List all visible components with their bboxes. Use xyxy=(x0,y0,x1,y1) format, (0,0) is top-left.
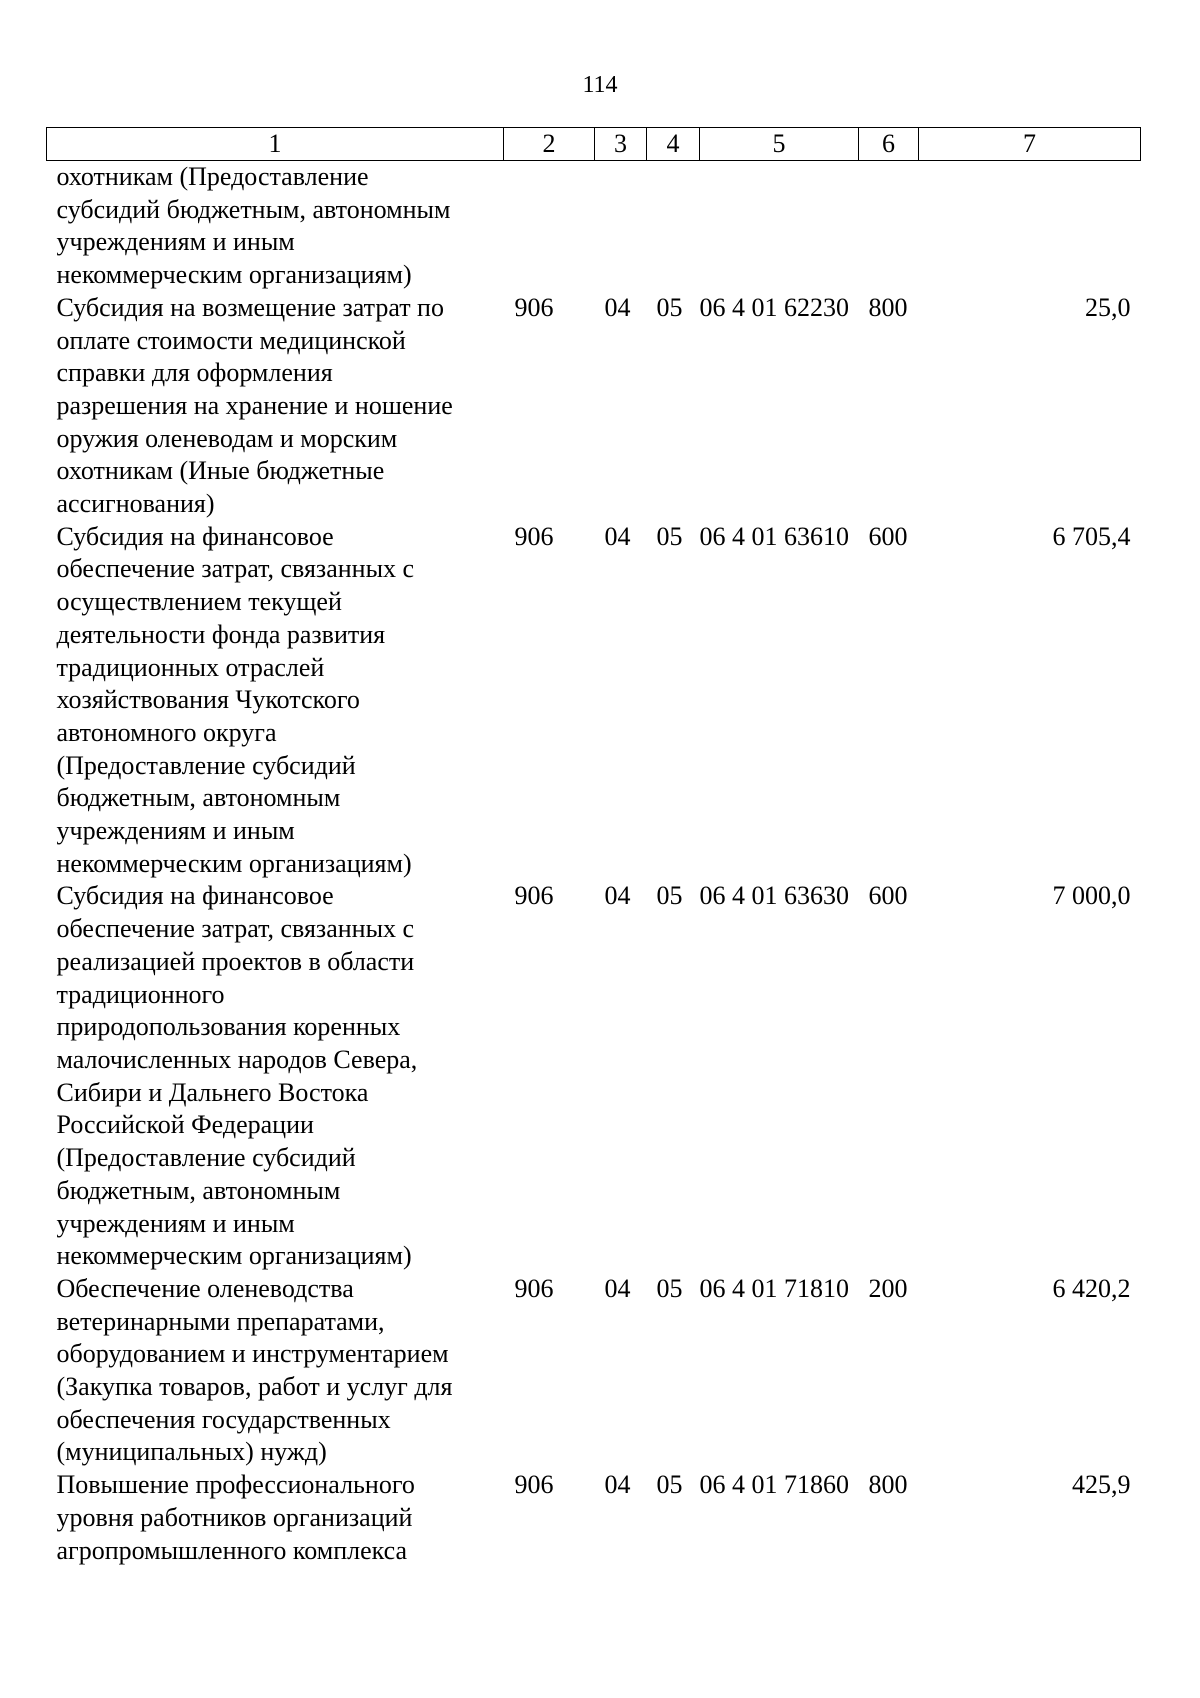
description-line: (Предоставление субсидий xyxy=(56,750,356,780)
expense-type-cell: 800 xyxy=(868,1470,908,1500)
amount-cell: 7 000,0 xyxy=(1052,881,1131,911)
description-line: бюджетным, автономным xyxy=(56,1175,341,1205)
description-line: охотникам (Иные бюджетные xyxy=(56,456,385,486)
description-line: малочисленных народов Севера, xyxy=(56,1044,418,1074)
description-line: обеспечение затрат, связанных с xyxy=(56,914,415,944)
table-row xyxy=(47,1469,1141,1567)
description-line: некоммерческим организациям) xyxy=(56,848,412,878)
subsection-cell: 05 xyxy=(656,521,683,551)
description-line: Обеспечение оленеводства xyxy=(56,1273,354,1303)
description-line: (Предоставление субсидий xyxy=(56,1143,356,1173)
description-line: справки для оформления xyxy=(56,358,333,388)
description-line: реализацией проектов в области xyxy=(56,946,415,976)
description-line: обеспечения государственных xyxy=(56,1404,391,1434)
amount-cell: 25,0 xyxy=(1085,292,1131,322)
table-header xyxy=(47,128,1141,161)
table-row xyxy=(47,292,1141,521)
description-cell xyxy=(47,880,504,1272)
target-item-cell: 06 4 01 71860 xyxy=(699,1470,849,1500)
amount-cell xyxy=(919,161,1141,292)
target-item-cell: 06 4 01 63610 xyxy=(699,521,849,551)
section-cell: 04 xyxy=(604,292,631,322)
budget-code-cell: 906 xyxy=(514,521,554,551)
page-number: 114 xyxy=(582,72,618,98)
table-row xyxy=(47,1273,1141,1469)
section-cell: 04 xyxy=(604,1470,631,1500)
description-line: традиционных отраслей xyxy=(56,652,325,682)
target-item-cell: 06 4 01 63630 xyxy=(699,881,849,911)
description-line: Повышение профессионального xyxy=(56,1470,415,1500)
description-line: уровня работников организаций xyxy=(56,1502,413,1532)
header-col-1: 1 xyxy=(47,128,504,161)
table-body xyxy=(47,161,1141,1568)
description-line: деятельности фонда развития xyxy=(56,619,386,649)
description-line: учреждениям и иным xyxy=(56,227,295,257)
expense-type-cell xyxy=(859,161,919,292)
description-line: оружия оленеводам и морским xyxy=(56,423,398,453)
expense-type-cell: 200 xyxy=(868,1273,908,1303)
description-line: субсидий бюджетным, автономным xyxy=(56,194,451,224)
target-item-cell xyxy=(700,161,859,292)
description-line: автономного округа xyxy=(56,717,277,747)
budget-code-cell: 906 xyxy=(514,292,554,322)
description-line: оплате стоимости медицинской xyxy=(56,325,406,355)
header-col-3: 3 xyxy=(595,128,647,161)
description-cell xyxy=(47,1469,504,1567)
subsection-cell: 05 xyxy=(656,292,683,322)
header-col-5: 5 xyxy=(700,128,859,161)
subsection-cell: 05 xyxy=(656,1273,683,1303)
description-line: Субсидия на финансовое xyxy=(56,881,334,911)
description-line: (муниципальных) нужд) xyxy=(56,1437,327,1467)
section-cell: 04 xyxy=(604,521,631,551)
description-line: хозяйствования Чукотского xyxy=(56,685,360,715)
target-item-cell: 06 4 01 71810 xyxy=(699,1273,849,1303)
description-line: бюджетным, автономным xyxy=(56,783,341,813)
subsection-cell: 05 xyxy=(656,1470,683,1500)
description-line: некоммерческим организациям) xyxy=(56,260,412,290)
description-line: Сибири и Дальнего Востока xyxy=(56,1077,369,1107)
expense-type-cell: 600 xyxy=(868,881,908,911)
budget-code-cell xyxy=(504,161,595,292)
expense-type-cell: 600 xyxy=(868,521,908,551)
amount-cell: 425,9 xyxy=(1072,1470,1131,1500)
description-line: охотникам (Предоставление xyxy=(56,162,369,191)
section-cell: 04 xyxy=(604,881,631,911)
amount-cell: 6 420,2 xyxy=(1052,1273,1131,1303)
budget-code-cell: 906 xyxy=(514,881,554,911)
description-cell xyxy=(47,292,504,521)
description-line: традиционного xyxy=(56,979,225,1009)
table-row xyxy=(47,521,1141,881)
description-line: Российской Федерации xyxy=(56,1110,314,1140)
section-cell: 04 xyxy=(604,1273,631,1303)
header-row xyxy=(47,128,1141,161)
expense-type-cell: 800 xyxy=(868,292,908,322)
description-line: осуществлением текущей xyxy=(56,587,342,617)
description-line: Субсидия на возмещение затрат по xyxy=(56,292,444,322)
description-line: Субсидия на финансовое xyxy=(56,521,334,551)
header-col-6: 6 xyxy=(859,128,919,161)
subsection-cell: 05 xyxy=(656,881,683,911)
budget-code-cell: 906 xyxy=(514,1273,554,1303)
amount-cell: 6 705,4 xyxy=(1052,521,1131,551)
description-cell xyxy=(47,521,504,881)
table-row xyxy=(47,880,1141,1272)
table-row xyxy=(47,161,1141,292)
description-line: учреждениям и иным xyxy=(56,816,295,846)
description-line: ветеринарными препаратами, xyxy=(56,1306,385,1336)
target-item-cell: 06 4 01 62230 xyxy=(699,292,849,322)
description-line: природопользования коренных xyxy=(56,1012,401,1042)
section-cell xyxy=(595,161,647,292)
budget-code-cell: 906 xyxy=(514,1470,554,1500)
description-cell xyxy=(47,1273,504,1469)
description-line: разрешения на хранение и ношение xyxy=(56,390,453,420)
budget-table xyxy=(46,127,1141,1567)
description-line: (Закупка товаров, работ и услуг для xyxy=(56,1372,453,1402)
description-line: некоммерческим организациям) xyxy=(56,1241,412,1271)
subsection-cell xyxy=(647,161,700,292)
header-col-4: 4 xyxy=(647,128,700,161)
description-line: агропромышленного комплекса xyxy=(56,1535,408,1565)
description-line: учреждениям и иным xyxy=(56,1208,295,1238)
header-col-7: 7 xyxy=(919,128,1141,161)
description-line: обеспечение затрат, связанных с xyxy=(56,554,415,584)
description-line: ассигнования) xyxy=(56,489,215,519)
header-col-2: 2 xyxy=(504,128,595,161)
description-cell xyxy=(47,161,504,292)
description-line: оборудованием и инструментарием xyxy=(56,1339,449,1369)
